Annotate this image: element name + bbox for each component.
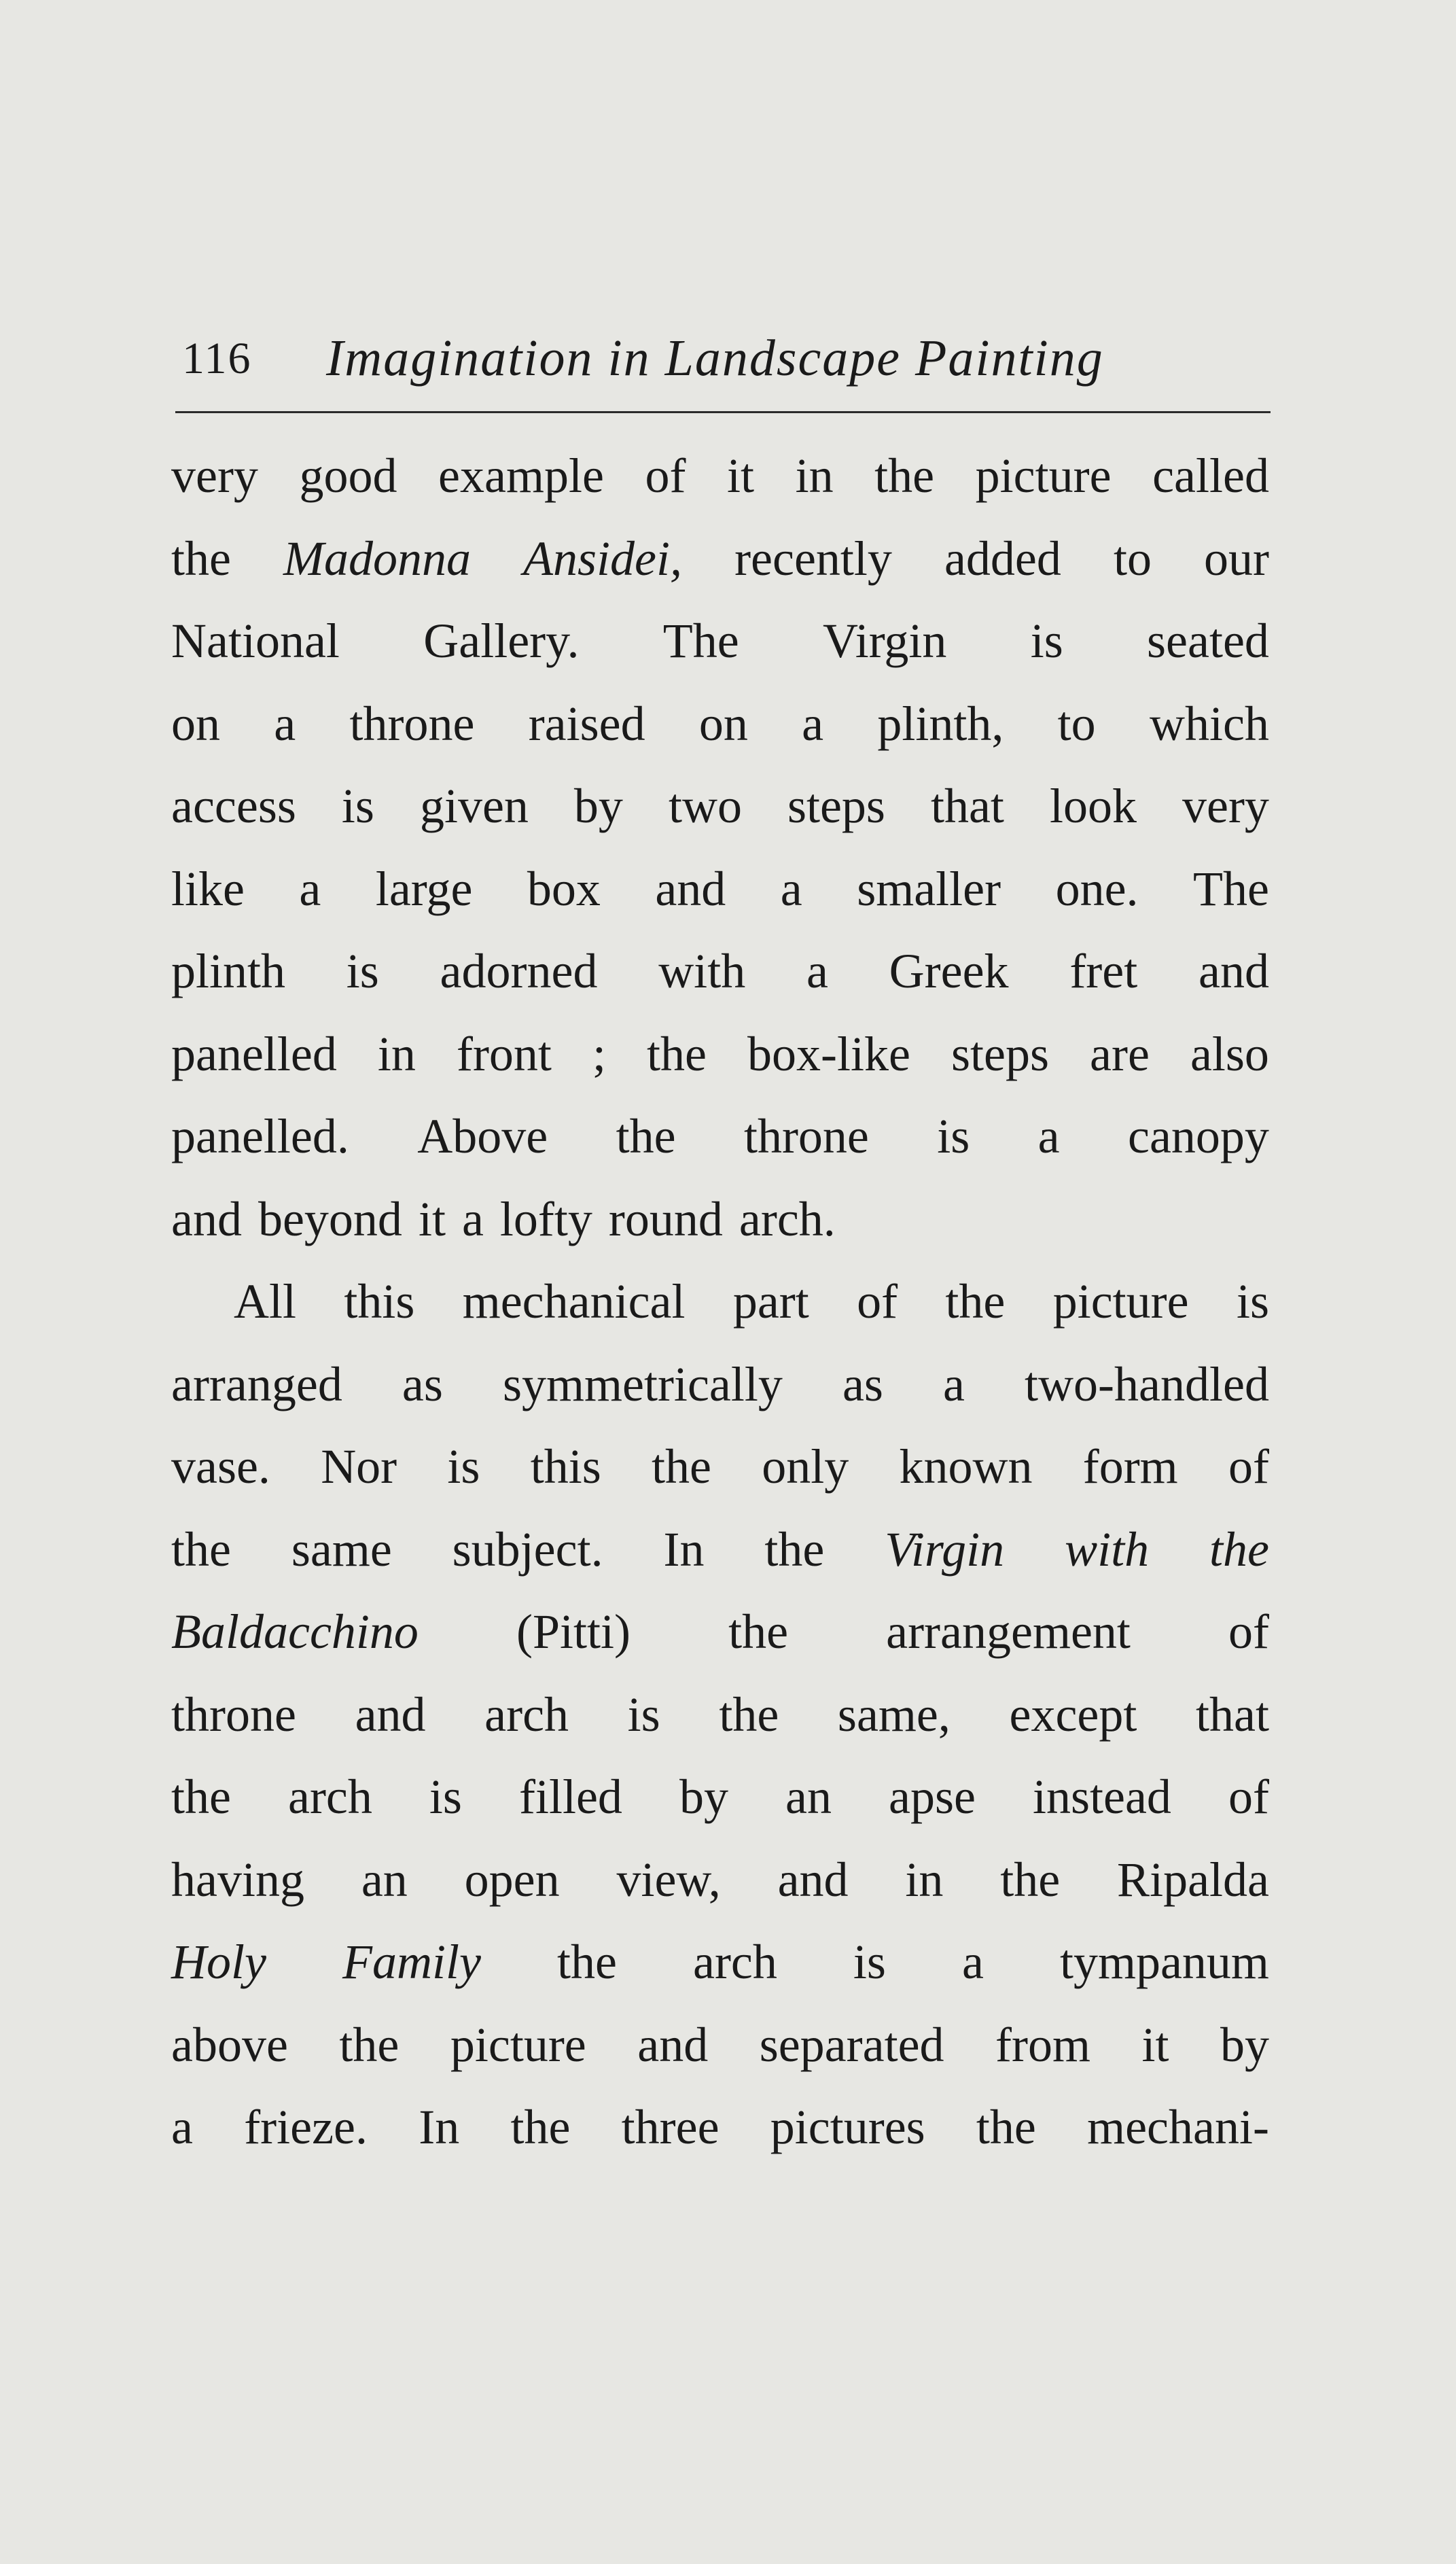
word: the bbox=[651, 1439, 711, 1494]
word: known bbox=[899, 1439, 1033, 1494]
text-line bbox=[171, 683, 1269, 766]
word: of bbox=[1228, 1439, 1269, 1494]
word: panelled bbox=[171, 1026, 337, 1081]
word: of bbox=[645, 449, 686, 503]
word: adorned bbox=[440, 944, 598, 998]
word: from bbox=[995, 2017, 1090, 2072]
word: is bbox=[429, 1770, 462, 1824]
word: three bbox=[621, 2100, 720, 2154]
word: above bbox=[171, 2017, 288, 2072]
word: added bbox=[944, 531, 1061, 586]
word: throne bbox=[743, 1109, 869, 1163]
text-line bbox=[171, 1509, 1269, 1592]
word: In bbox=[663, 1522, 705, 1577]
word: a bbox=[806, 944, 828, 998]
word: an bbox=[361, 1852, 408, 1907]
text-line bbox=[171, 1013, 1269, 1096]
italic-word: with bbox=[1065, 1522, 1150, 1577]
word: the bbox=[976, 2100, 1036, 2154]
word: the bbox=[171, 1522, 231, 1577]
word: the bbox=[874, 449, 935, 503]
word: by bbox=[1220, 2017, 1269, 2072]
word: smaller bbox=[857, 861, 1001, 916]
word: seated bbox=[1147, 614, 1269, 668]
word: beyond bbox=[258, 1191, 402, 1246]
word: picture bbox=[975, 449, 1112, 503]
text-line bbox=[171, 930, 1269, 1013]
word: the bbox=[764, 1522, 825, 1577]
word: to bbox=[1057, 696, 1096, 751]
word: large bbox=[375, 861, 473, 916]
word: steps bbox=[951, 1026, 1049, 1081]
word: steps bbox=[787, 779, 885, 833]
word: plinth, bbox=[877, 696, 1004, 751]
word: it bbox=[1141, 2017, 1169, 2072]
word: lofty bbox=[499, 1191, 592, 1246]
word: The bbox=[662, 614, 739, 668]
body-text bbox=[171, 435, 1269, 2169]
word: a bbox=[780, 861, 802, 916]
word: raised bbox=[528, 696, 645, 751]
word: symmetrically bbox=[502, 1356, 783, 1411]
word: box-like bbox=[747, 1026, 910, 1081]
word: and bbox=[655, 861, 726, 916]
italic-word: the bbox=[1209, 1522, 1269, 1577]
text-line bbox=[171, 2086, 1269, 2169]
word: in bbox=[377, 1026, 416, 1081]
word: one. bbox=[1055, 861, 1139, 916]
word: Nor bbox=[321, 1439, 397, 1494]
word: is bbox=[937, 1109, 970, 1163]
word: a bbox=[461, 1191, 484, 1246]
text-line bbox=[171, 1921, 1269, 2004]
word: instead bbox=[1032, 1770, 1171, 1824]
word: by bbox=[679, 1770, 728, 1824]
text-line bbox=[171, 1839, 1269, 1922]
running-title: Imagination in Landscape Painting bbox=[326, 330, 1104, 387]
word: mechanical bbox=[462, 1274, 686, 1329]
word: like bbox=[171, 861, 245, 916]
word: access bbox=[171, 779, 296, 833]
word: is bbox=[627, 1687, 660, 1742]
word: good bbox=[299, 449, 397, 503]
word: the bbox=[647, 1026, 707, 1081]
word: panelled. bbox=[171, 1109, 349, 1163]
word: of bbox=[1228, 1604, 1269, 1659]
word: tympanum bbox=[1059, 1935, 1269, 1989]
text-line bbox=[171, 435, 1269, 518]
word: is bbox=[1236, 1274, 1269, 1329]
word: which bbox=[1149, 696, 1269, 751]
italic-word: Family bbox=[342, 1935, 481, 1989]
word: front bbox=[456, 1026, 552, 1081]
word: called bbox=[1152, 449, 1269, 503]
word: and bbox=[637, 2017, 709, 2072]
word: that bbox=[930, 779, 1004, 833]
word: in bbox=[905, 1852, 944, 1907]
word: a bbox=[943, 1356, 965, 1411]
italic-word: Holy bbox=[171, 1935, 266, 1989]
word: it bbox=[727, 449, 755, 503]
word: arch bbox=[484, 1687, 569, 1742]
text-line bbox=[171, 1756, 1269, 1839]
word: part bbox=[732, 1274, 809, 1329]
word: In bbox=[419, 2100, 460, 2154]
italic-word: Ansidei, bbox=[523, 531, 683, 586]
word: the bbox=[728, 1604, 789, 1659]
word: is bbox=[341, 779, 374, 833]
word: Above bbox=[417, 1109, 548, 1163]
word: frieze. bbox=[244, 2100, 368, 2154]
text-line bbox=[171, 2004, 1269, 2087]
word: this bbox=[344, 1274, 415, 1329]
word: (Pitti) bbox=[516, 1604, 631, 1659]
word: are bbox=[1090, 1026, 1150, 1081]
word: look bbox=[1049, 779, 1137, 833]
word: picture bbox=[450, 2017, 586, 2072]
italic-word: Virgin bbox=[885, 1522, 1005, 1577]
text-line bbox=[171, 518, 1269, 601]
running-header bbox=[175, 325, 1266, 400]
word: filled bbox=[518, 1770, 622, 1824]
word: the bbox=[556, 1935, 617, 1989]
text-line bbox=[171, 1344, 1269, 1426]
word: arch bbox=[692, 1935, 777, 1989]
word: National bbox=[171, 614, 340, 668]
word: and bbox=[1198, 944, 1269, 998]
text-line bbox=[171, 600, 1269, 683]
word: only bbox=[762, 1439, 849, 1494]
word: picture bbox=[1052, 1274, 1189, 1329]
text-line bbox=[171, 1178, 1269, 1261]
word: the bbox=[510, 2100, 571, 2154]
word: of bbox=[1228, 1770, 1269, 1824]
word: box bbox=[527, 861, 601, 916]
word: with bbox=[658, 944, 746, 998]
word: throne bbox=[171, 1687, 296, 1742]
word: Virgin bbox=[823, 614, 947, 668]
word: the bbox=[1000, 1852, 1061, 1907]
word: fret bbox=[1069, 944, 1138, 998]
word: is bbox=[346, 944, 379, 998]
word: form bbox=[1082, 1439, 1178, 1494]
word: the bbox=[171, 1770, 231, 1824]
word: two bbox=[668, 779, 742, 833]
header-rule bbox=[175, 411, 1271, 413]
word: Gallery. bbox=[423, 614, 580, 668]
word: arranged bbox=[171, 1356, 342, 1411]
text-line bbox=[171, 1095, 1269, 1178]
word: the bbox=[339, 2017, 399, 2072]
word: open bbox=[464, 1852, 560, 1907]
word: ; bbox=[592, 1026, 606, 1081]
word: that bbox=[1195, 1687, 1269, 1742]
page-number: 116 bbox=[182, 334, 252, 383]
word: is bbox=[1030, 614, 1063, 668]
word: as bbox=[402, 1356, 443, 1411]
word: All bbox=[234, 1274, 297, 1329]
word: subject. bbox=[452, 1522, 603, 1577]
word: and bbox=[355, 1687, 426, 1742]
word: canopy bbox=[1128, 1109, 1269, 1163]
word: throne bbox=[349, 696, 475, 751]
word: our bbox=[1204, 531, 1269, 586]
word: the bbox=[616, 1109, 676, 1163]
word: on bbox=[171, 696, 220, 751]
word: this bbox=[530, 1439, 601, 1494]
word: separated bbox=[759, 2017, 944, 2072]
word: pictures bbox=[770, 2100, 925, 2154]
word: vase. bbox=[171, 1439, 270, 1494]
word: round bbox=[608, 1191, 723, 1246]
word: same bbox=[291, 1522, 392, 1577]
word: in bbox=[795, 449, 834, 503]
word: a bbox=[961, 1935, 984, 1989]
word: arch. bbox=[739, 1191, 836, 1246]
text-line bbox=[171, 1674, 1269, 1757]
text-line bbox=[171, 1426, 1269, 1509]
word: the bbox=[171, 531, 231, 586]
word: The bbox=[1192, 861, 1269, 916]
word: Ripalda bbox=[1117, 1852, 1269, 1907]
word: very bbox=[1182, 779, 1269, 833]
italic-word: Madonna bbox=[283, 531, 471, 586]
word: view, bbox=[616, 1852, 721, 1907]
word: except bbox=[1009, 1687, 1137, 1742]
word: a bbox=[274, 696, 296, 751]
word: the bbox=[945, 1274, 1006, 1329]
word: given bbox=[419, 779, 529, 833]
word: Greek bbox=[889, 944, 1009, 998]
word: example bbox=[438, 449, 604, 503]
word: to bbox=[1113, 531, 1152, 586]
word: as bbox=[842, 1356, 883, 1411]
word: it bbox=[418, 1191, 446, 1246]
word: an bbox=[785, 1770, 832, 1824]
word: two-handled bbox=[1025, 1356, 1269, 1411]
word: arrangement bbox=[886, 1604, 1131, 1659]
text-line bbox=[171, 848, 1269, 931]
word: is bbox=[447, 1439, 480, 1494]
word: a bbox=[1037, 1109, 1060, 1163]
word: same, bbox=[837, 1687, 951, 1742]
word: apse bbox=[889, 1770, 976, 1824]
word: having bbox=[171, 1852, 304, 1907]
word: mechani- bbox=[1087, 2100, 1269, 2154]
word: by bbox=[573, 779, 623, 833]
word: and bbox=[777, 1852, 849, 1907]
word: of bbox=[857, 1274, 898, 1329]
word: recently bbox=[734, 531, 892, 586]
word: also bbox=[1190, 1026, 1269, 1081]
text-line bbox=[171, 1591, 1269, 1674]
text-line bbox=[171, 765, 1269, 848]
word: on bbox=[698, 696, 748, 751]
word: very bbox=[171, 449, 258, 503]
text-line bbox=[171, 1261, 1269, 1344]
word: a bbox=[802, 696, 824, 751]
word: a bbox=[171, 2100, 193, 2154]
word: plinth bbox=[171, 944, 286, 998]
word: arch bbox=[288, 1770, 372, 1824]
word: is bbox=[853, 1935, 886, 1989]
word: a bbox=[299, 861, 321, 916]
word: and bbox=[171, 1191, 242, 1246]
italic-word: Baldacchino bbox=[171, 1604, 419, 1659]
word: the bbox=[719, 1687, 779, 1742]
